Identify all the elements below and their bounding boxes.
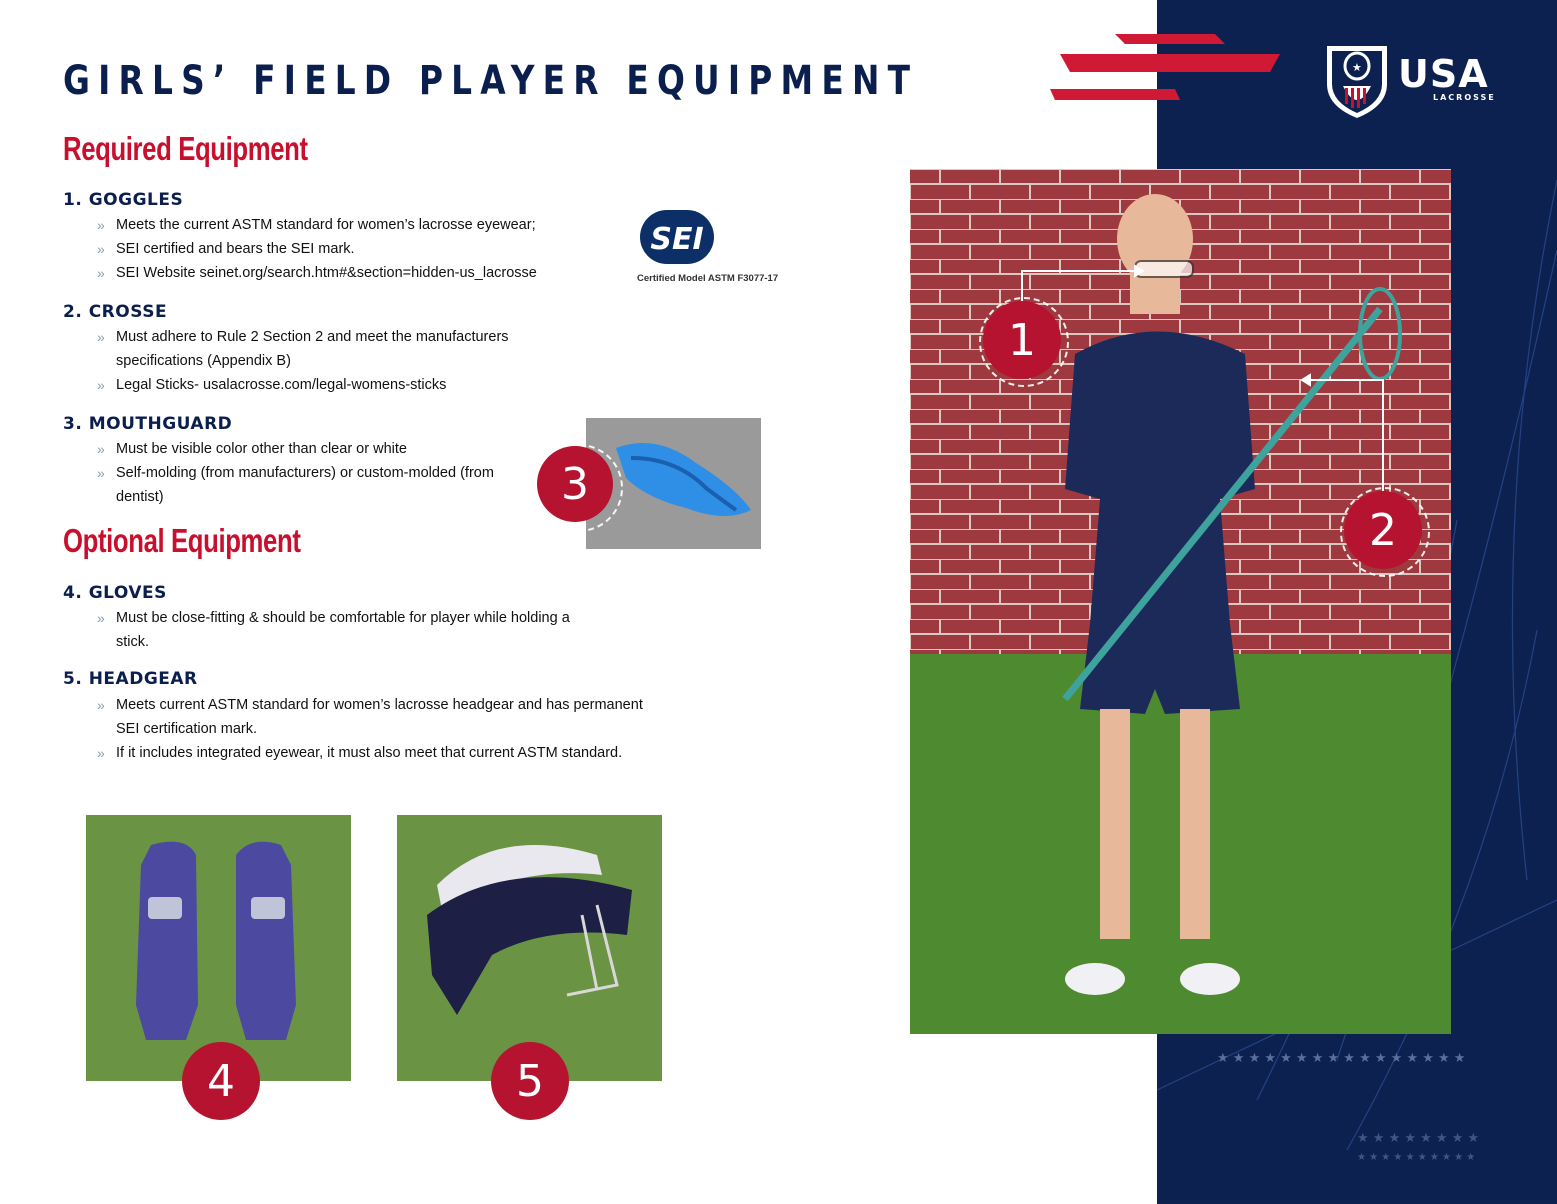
- item-gloves-title: 4. GLOVES: [63, 583, 167, 603]
- svg-text:SEI: SEI: [650, 222, 704, 257]
- section-optional: Optional Equipment: [63, 522, 301, 559]
- player-photo-illustration: [910, 169, 1451, 1034]
- badge-5: 5: [491, 1042, 569, 1120]
- logo-wordmark: USA: [1398, 52, 1489, 96]
- svg-text:★ ★ ★ ★ ★ ★ ★ ★ ★ ★ ★ ★ ★ ★ ★: ★ ★ ★ ★ ★ ★ ★ ★ ★ ★ ★ ★ ★ ★ ★ ★: [1217, 1051, 1466, 1066]
- svg-text:★ ★ ★ ★ ★ ★ ★ ★: ★ ★ ★ ★ ★ ★ ★ ★: [1357, 1131, 1480, 1146]
- item-headgear-title: 5. HEADGEAR: [63, 669, 198, 689]
- page-title: GIRLS’ FIELD PLAYER EQUIPMENT: [63, 58, 919, 104]
- goggles-bullets: [63, 213, 623, 285]
- badge-3: 3: [537, 446, 613, 522]
- bullet: » Must adhere to Rule 2 Section 2 and meet the manufacturers specifications (Appendix B): [63, 325, 563, 373]
- sei-caption: Certified Model ASTM F3077-17: [637, 273, 779, 284]
- item-mouthguard-title: 3. MOUTHGUARD: [63, 414, 233, 434]
- bullet: » If it includes integrated eyewear, it must also meet that current ASTM standard.: [63, 741, 643, 765]
- gloves-bullets: [63, 606, 583, 654]
- headgear-bullets: [63, 693, 643, 765]
- bullet: » Legal Sticks- usalacrosse.com/legal-womens-sticks: [63, 373, 563, 397]
- usa-lacrosse-logo: [1323, 44, 1391, 125]
- badge-4: 4: [182, 1042, 260, 1120]
- bullet: » Meets the current ASTM standard for women’s lacrosse eyewear;: [63, 213, 623, 237]
- crosse-bullets: [63, 325, 563, 397]
- bullet: » Must be close-fitting & should be comfortable for player while holding a stick.: [63, 606, 583, 654]
- sei-logo-icon: [638, 208, 718, 268]
- sei-certification-mark: [638, 208, 718, 273]
- badge-2: 2: [1344, 491, 1422, 569]
- logo-subtitle: LACROSSE: [1433, 93, 1496, 102]
- bullet: » SEI Website seinet.org/search.htm#&section=hidden-us_lacrosse: [63, 261, 623, 285]
- bullet: » SEI certified and bears the SEI mark.: [63, 237, 623, 261]
- badge-1: 1: [983, 301, 1061, 379]
- item-goggles-title: 1. GOGGLES: [63, 190, 184, 210]
- player-photo: [910, 169, 1451, 1034]
- bullet: » Meets current ASTM standard for women’s lacrosse headgear and has permanent SEI certification mark.: [63, 693, 643, 741]
- bullet: » Must be visible color other than clear or white: [63, 437, 523, 461]
- item-crosse-title: 2. CROSSE: [63, 302, 168, 322]
- bullet: » Self-molding (from manufacturers) or custom-molded (from dentist): [63, 461, 523, 509]
- svg-text:★ ★ ★ ★ ★ ★ ★ ★ ★ ★: ★ ★ ★ ★ ★ ★ ★ ★ ★ ★: [1357, 1152, 1476, 1163]
- section-required: Required Equipment: [63, 130, 308, 167]
- mouthguard-bullets: [63, 437, 523, 509]
- svg-text:★: ★: [1352, 61, 1362, 74]
- speed-stripes: [1050, 34, 1285, 104]
- shield-icon: [1323, 44, 1391, 120]
